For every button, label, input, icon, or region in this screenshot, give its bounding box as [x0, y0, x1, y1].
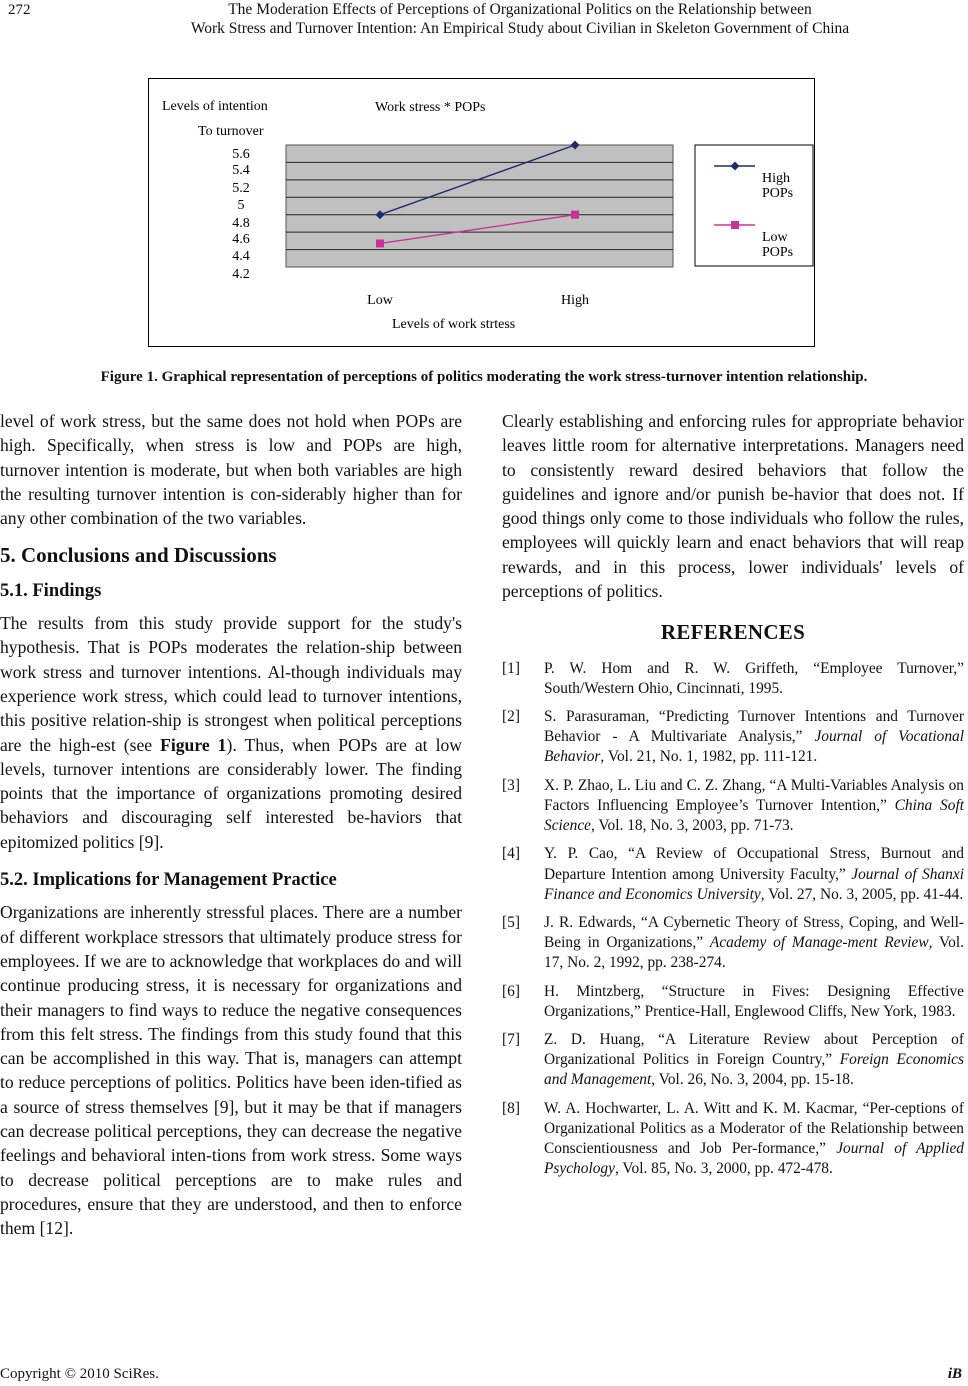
reference-number: [2] [502, 708, 520, 726]
reference-text [544, 659, 964, 699]
chart-title: Work stress * POPs [375, 100, 486, 115]
y-tick-label: 4.8 [232, 216, 250, 231]
figure-1 [148, 78, 815, 347]
reference-item [502, 913, 964, 974]
reference-text-part: X. P. Zhao, L. Liu and C. Z. Zhang, “A Multi-Variables Analysis on Factors Influencing Employee’s Turnover Intention,” [544, 776, 964, 814]
legend-label: Low [762, 230, 788, 245]
reference-text-part: , Vol. 21, No. 1, 1982, pp. 111-121. [600, 748, 818, 766]
paragraph: level of work stress, but the same does not hold when POPs are high. Specifically, when stress is low and POPs are high, turnover intention is moderate, but when both variables are high the resulting turnover intention is con-siderably higher than for any other combination of the two variables. [0, 411, 462, 529]
reference-text [544, 1099, 964, 1180]
reference-text [544, 776, 964, 837]
interaction-line-chart [149, 79, 816, 348]
reference-text-part: Y. P. Cao, “A Review of Occupational Stress, Burnout and Departure Intention among University Faculty,” [544, 845, 964, 883]
x-tick-label: Low [367, 293, 393, 308]
copyright-footer: Copyright © 2010 SciRes. [0, 1366, 159, 1382]
legend-marker [731, 221, 739, 229]
reference-number: [7] [502, 1030, 520, 1048]
reference-number: [4] [502, 845, 520, 863]
subsection-heading: 5.1. Findings [0, 580, 102, 601]
reference-text-part: J. R. Edwards, “A Cybernetic Theory of Stress, Coping, and Well-Being in Organizations,” [544, 913, 964, 952]
data-point-marker [376, 239, 384, 247]
header-line-1: The Moderation Effects of Perceptions of Organizational Politics on the Relationship between [228, 1, 812, 18]
reference-text [544, 707, 964, 768]
paragraph: Clearly establishing and enforcing rules for appropriate behavior leaves little room for alternative interpretations. Managers need to consistently reward desired behaviors that follow the guidelines and ignore and/or punish be-havior that does not. If good things only come to those individuals who follow the rules, employees will quickly learn and enact behaviors that will reap rewards, and in this process, lower individuals' levels of perceptions of politics. [502, 411, 964, 602]
reference-text-part: , Vol. 27, No. 3, 2005, pp. 41-44. [760, 885, 964, 903]
figure-caption: Figure 1. Graphical representation of perceptions of politics moderating the work stress-turnover intention relationship. [100, 369, 868, 385]
y-axis-label-line-1: Levels of intention [162, 99, 268, 114]
x-tick-label: High [561, 293, 589, 308]
reference-number: [8] [502, 1099, 520, 1117]
reference-text-part: , Vol. 18, No. 3, 2003, pp. 71-73. [591, 817, 794, 835]
y-tick-label: 5.6 [232, 147, 250, 162]
y-tick-label: 5.2 [232, 181, 250, 196]
reference-journal: Journal of Shanxi Finance and Economics University [544, 865, 964, 903]
y-axis-label-line-2: To turnover [198, 124, 264, 139]
reference-item [502, 707, 964, 768]
reference-item [502, 776, 964, 837]
reference-text [544, 844, 964, 905]
legend-label: High [762, 171, 790, 186]
left-column [0, 409, 462, 1241]
journal-abbrev: iB [947, 1366, 962, 1382]
legend-box [695, 145, 813, 266]
paragraph [0, 611, 462, 854]
reference-item [502, 659, 964, 699]
reference-journal: Journal of Applied Psychology [544, 1139, 965, 1178]
figure-reference: Figure 1 [160, 734, 227, 755]
section-heading: 5. Conclusions and Discussions [0, 543, 277, 568]
reference-number: [3] [502, 776, 520, 794]
reference-text-part: Z. D. Huang, “A Literature Review about Perception of Organizational Politics in Foreign Country,” [544, 1030, 964, 1069]
reference-list [502, 659, 964, 1180]
y-tick-label: 4.6 [232, 232, 250, 247]
legend-label: POPs [762, 245, 794, 260]
running-header [80, 0, 960, 38]
y-tick-label: 4.2 [232, 267, 250, 282]
reference-text-part: H. Mintzberg, “Structure in Fives: Designing Effective Organizations,” Prentice-Hall, Englewood Cliffs, New York, 1983. [544, 982, 964, 1020]
text-span: ). Thus, when POPs are at low levels, turnover intentions are considerably lower. The finding points that the importance of organizations promoting desired behaviors and discouraging self interested be-haviors that epitomized politics [9]. [0, 734, 462, 852]
legend-label: POPs [762, 186, 794, 201]
reference-item [502, 1099, 964, 1180]
plot-area [286, 145, 673, 267]
y-tick-label: 5 [237, 198, 245, 213]
reference-text-part: W. A. Hochwarter, L. A. Witt and K. M. Kacmar, “Per-ceptions of Organizational Politics as a Moderator of the Relationship between Conscientiousness and Job Per-formance,” [544, 1099, 964, 1157]
reference-number: [1] [502, 659, 520, 677]
reference-journal: China Soft Science [544, 796, 964, 835]
reference-item [502, 1030, 964, 1091]
reference-text [544, 913, 964, 974]
data-point-marker [571, 211, 579, 219]
right-column [502, 409, 964, 1187]
x-axis-label: Levels of work strtess [392, 317, 516, 332]
reference-text-part: , Vol. 17, No. 2, 1992, pp. 238-274. [544, 934, 964, 972]
page-number: 272 [8, 2, 31, 18]
reference-text-part: P. W. Hom and R. W. Griffeth, “Employee Turnover,” South/Western Ohio, Cincinnati, 1995. [544, 659, 964, 697]
reference-text-part: , Vol. 85, No. 3, 2000, pp. 472-478. [614, 1160, 833, 1178]
text-span: The results from this study provide support for the study's hypothesis. That is POPs moderates the relation-ship between work stress and turnover intentions. Al-though individuals may experience work stress, which could lead to turnover intentions, this positive relation-ship is strongest when political perceptions are the high-est (see [0, 613, 462, 755]
subsection-heading: 5.2. Implications for Management Practice [0, 870, 337, 891]
reference-text [544, 982, 964, 1022]
y-tick-label: 5.4 [232, 163, 250, 178]
header-line-2: Work Stress and Turnover Intention: An Empirical Study about Civilian in Skeleton Government of China [190, 20, 850, 37]
paragraph: Organizations are inherently stressful places. There are a number of different workplace stressors that ultimately produce stress for employees. If we are to acknowledge that workplaces do and will continue producing stress, it is necessary for organizations and their managers to find ways to reduce the negative consequences from this felt stress. The findings from this study found that this can be accomplished in this way. That is, managers can attempt to reduce perceptions of politics. Politics have been iden-tified as a source of stress themselves [9], but it may be that if managers can decrease political perceptions, they can decrease the negative feelings and behavioral inten-tions from work stress. Some ways to decrease political perceptions are to make rules and procedures, ensure that they are understood, and then to enforce them [12]. [0, 902, 462, 1239]
reference-number: [6] [502, 982, 520, 1000]
reference-text-part: , Vol. 26, No. 3, 2004, pp. 15-18. [651, 1071, 854, 1089]
reference-item [502, 844, 964, 905]
reference-text [544, 1030, 964, 1091]
reference-journal: Academy of Manage-ment Review [709, 934, 929, 952]
reference-journal: Journal of Vocational Behavior [544, 728, 964, 766]
reference-text-part: S. Parasuraman, “Predicting Turnover Intentions and Turnover Behavior - A Multivariate Analysis,” [544, 708, 964, 746]
reference-number: [5] [502, 913, 520, 931]
reference-item [502, 982, 964, 1022]
references-heading: REFERENCES [660, 620, 806, 645]
y-tick-label: 4.4 [232, 249, 250, 264]
reference-journal: Foreign Economics and Management [544, 1051, 964, 1089]
